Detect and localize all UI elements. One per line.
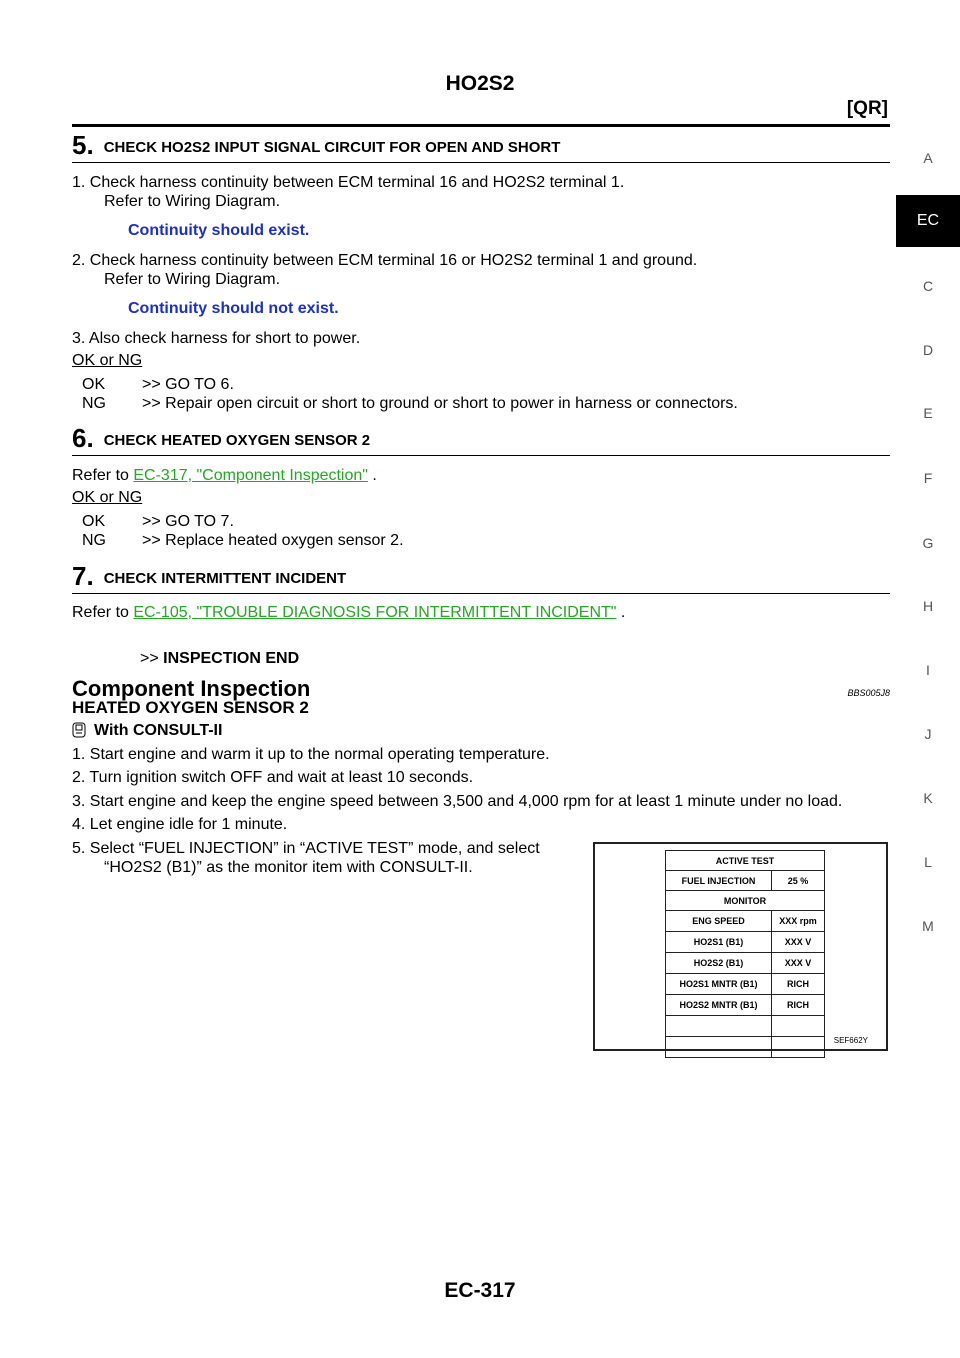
inspection-item-5: 5. Select “FUEL INJECTION” in “ACTIVE TEST” mode, and select <box>72 840 540 857</box>
figure-cell: HO2S2 MNTR (B1) <box>666 995 772 1016</box>
sidebar-tab-a[interactable]: A <box>923 150 933 166</box>
figure-header: ACTIVE TEST <box>666 851 825 871</box>
step-5-heading: 5. CHECK HO2S2 INPUT SIGNAL CIRCUIT FOR OPEN AND SHORT <box>72 130 561 160</box>
step-7-refer: Refer to EC-105, "TROUBLE DIAGNOSIS FOR INTERMITTENT INCIDENT" . <box>72 604 626 621</box>
step-7-heading: 7. CHECK INTERMITTENT INCIDENT <box>72 561 347 591</box>
inspection-item-5b: “HO2S2 (B1)” as the monitor item with CONSULT-II. <box>104 859 473 876</box>
component-inspection-title: Component Inspection <box>72 676 311 701</box>
figure-cell: XXX V <box>772 932 825 953</box>
step-5-ok-result: OK >> GO TO 6. <box>82 376 234 393</box>
sidebar-tab-k[interactable]: K <box>923 790 933 806</box>
sidebar-tab-ec[interactable]: EC <box>896 195 960 247</box>
sidebar-tab-j[interactable]: J <box>924 726 932 742</box>
figure-cell: FUEL INJECTION <box>666 871 772 891</box>
step-6-okng: OK or NG <box>72 489 143 506</box>
figure-cell: RICH <box>772 995 825 1016</box>
figure-cell: XXX rpm <box>772 911 825 932</box>
step-5-line-1: 1. Check harness continuity between ECM terminal 16 and HO2S2 terminal 1. <box>72 174 625 191</box>
figure-cell: HO2S2 (B1) <box>666 953 772 974</box>
step-6-ng-result: NG >> Replace heated oxygen sensor 2. <box>82 532 404 549</box>
step-6-heading: 6. CHECK HEATED OXYGEN SENSOR 2 <box>72 423 371 453</box>
step-7-rule <box>72 593 890 594</box>
section-code: BBS005J8 <box>847 688 890 698</box>
step-5-line-3: 3. Also check harness for short to power. <box>72 330 361 347</box>
active-test-table <box>665 850 825 1058</box>
step-5-spec-2: Continuity should not exist. <box>128 300 339 317</box>
figure-empty-cell <box>666 1016 772 1037</box>
figure-cell: HO2S1 (B1) <box>666 932 772 953</box>
inspection-item-4: 4. Let engine idle for 1 minute. <box>72 816 288 833</box>
step-5-line-2: 2. Check harness continuity between ECM terminal 16 or HO2S2 terminal 1 and ground. <box>72 252 698 269</box>
intermittent-incident-link[interactable]: EC-105, "TROUBLE DIAGNOSIS FOR INTERMITTENT INCIDENT" <box>133 604 617 621</box>
figure-empty-cell <box>772 1016 825 1037</box>
page-number: EC-317 <box>444 1279 516 1302</box>
step-5-spec-1: Continuity should exist. <box>128 222 310 239</box>
inspection-item-2: 2. Turn ignition switch OFF and wait at least 10 seconds. <box>72 769 474 786</box>
inspection-item-3: 3. Start engine and keep the engine speed between 3,500 and 4,000 rpm for at least 1 minute under no load. <box>72 793 843 810</box>
page-title: HO2S2 <box>445 72 515 95</box>
figure-caption: SEF662Y <box>833 1036 868 1045</box>
figure-empty-cell <box>666 1037 772 1058</box>
sidebar-tab-d[interactable]: D <box>922 342 934 358</box>
step-5-line-2b: Refer to Wiring Diagram. <box>104 271 281 288</box>
sidebar-tab-g[interactable]: G <box>922 535 934 551</box>
sensor-subtitle: HEATED OXYGEN SENSOR 2 <box>72 698 309 717</box>
step-7-result: >> INSPECTION END <box>140 650 300 667</box>
figure-cell: 25 % <box>772 871 825 891</box>
figure-cell: HO2S1 MNTR (B1) <box>666 974 772 995</box>
figure-cell: XXX V <box>772 953 825 974</box>
engine-code: [QR] <box>846 98 888 119</box>
component-inspection-link[interactable]: EC-317, "Component Inspection" <box>133 467 368 484</box>
sidebar-tab-c[interactable]: C <box>922 278 934 294</box>
sidebar-tab-i[interactable]: I <box>926 662 930 678</box>
consult-icon <box>72 722 86 738</box>
sidebar-tab-h[interactable]: H <box>922 598 934 614</box>
step-6-rule <box>72 455 890 456</box>
step-6-refer: Refer to EC-317, "Component Inspection" . <box>72 467 377 484</box>
step-5-rule <box>72 162 890 163</box>
figure-cell: ENG SPEED <box>666 911 772 932</box>
figure-monitor: MONITOR <box>666 891 825 911</box>
sidebar-tab-l[interactable]: L <box>924 854 932 870</box>
step-5-okng: OK or NG <box>72 352 143 369</box>
step-6-ok-result: OK >> GO TO 7. <box>82 513 234 530</box>
sidebar-tab-f[interactable]: F <box>923 470 933 486</box>
step-5-ng-result: NG >> Repair open circuit or short to ground or short to power in harness or connectors. <box>82 395 738 412</box>
figure-empty-cell <box>772 1037 825 1058</box>
figure-cell: RICH <box>772 974 825 995</box>
inspection-item-1: 1. Start engine and warm it up to the normal operating temperature. <box>72 746 550 763</box>
step-5-line-1b: Refer to Wiring Diagram. <box>104 193 281 210</box>
consult-heading: With CONSULT-II <box>72 722 222 740</box>
header-rule <box>72 124 890 127</box>
sidebar-tab-m[interactable]: M <box>922 918 934 934</box>
sidebar-tab-e[interactable]: E <box>923 405 933 421</box>
active-test-figure <box>593 842 888 1051</box>
